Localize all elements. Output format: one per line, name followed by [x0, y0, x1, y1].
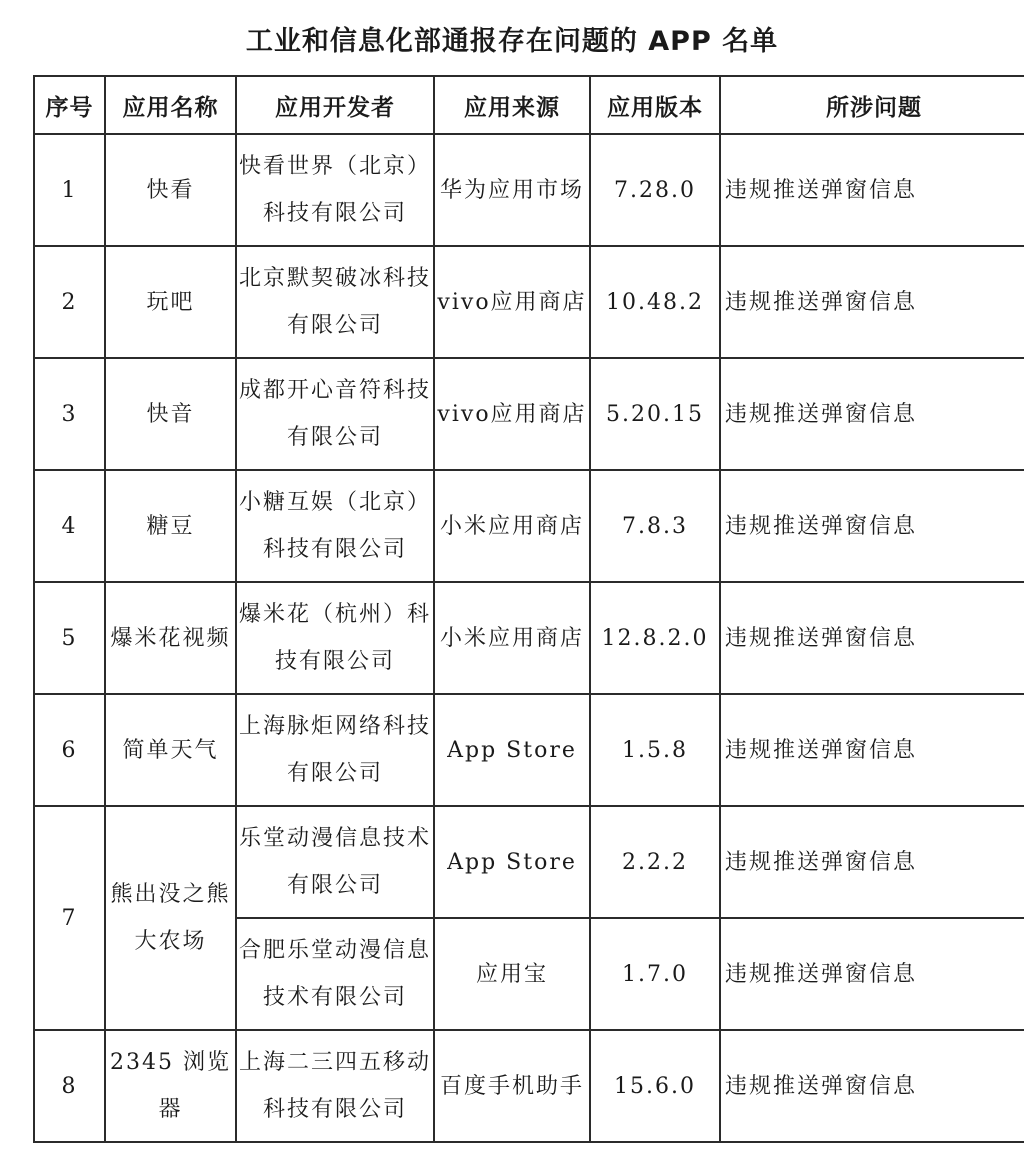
- cell-version: 1.7.0: [590, 918, 720, 1030]
- cell-seq: 8: [34, 1030, 105, 1142]
- cell-developer: 小糖互娱（北京）科技有限公司: [236, 470, 434, 582]
- cell-source: App Store: [434, 806, 590, 918]
- cell-seq: 3: [34, 358, 105, 470]
- table-row: [34, 1030, 1024, 1142]
- header-name: 应用名称: [105, 76, 236, 134]
- table-row: [34, 806, 1024, 918]
- cell-issue: 违规推送弹窗信息: [720, 918, 1024, 1030]
- cell-developer: 北京默契破冰科技有限公司: [236, 246, 434, 358]
- cell-version: 2.2.2: [590, 806, 720, 918]
- cell-app-name: 简单天气: [105, 694, 236, 806]
- cell-developer: 乐堂动漫信息技术有限公司: [236, 806, 434, 918]
- cell-developer: 快看世界（北京）科技有限公司: [236, 134, 434, 246]
- cell-issue: 违规推送弹窗信息: [720, 582, 1024, 694]
- cell-seq: 7: [34, 806, 105, 1030]
- cell-seq: 2: [34, 246, 105, 358]
- table-row: [34, 582, 1024, 694]
- cell-version: 7.28.0: [590, 134, 720, 246]
- cell-version: 1.5.8: [590, 694, 720, 806]
- cell-source: vivo应用商店: [434, 246, 590, 358]
- cell-app-name: 快音: [105, 358, 236, 470]
- cell-app-name: 爆米花视频: [105, 582, 236, 694]
- cell-issue: 违规推送弹窗信息: [720, 134, 1024, 246]
- cell-issue: 违规推送弹窗信息: [720, 358, 1024, 470]
- cell-seq: 4: [34, 470, 105, 582]
- cell-version: 7.8.3: [590, 470, 720, 582]
- cell-developer: 上海脉炬网络科技有限公司: [236, 694, 434, 806]
- cell-app-name: 熊出没之熊大农场: [105, 806, 236, 1030]
- table-row: [34, 358, 1024, 470]
- cell-issue: 违规推送弹窗信息: [720, 246, 1024, 358]
- cell-issue: 违规推送弹窗信息: [720, 806, 1024, 918]
- cell-source: App Store: [434, 694, 590, 806]
- cell-developer: 爆米花（杭州）科技有限公司: [236, 582, 434, 694]
- cell-issue: 违规推送弹窗信息: [720, 694, 1024, 806]
- cell-app-name: 玩吧: [105, 246, 236, 358]
- app-list-table: [33, 75, 1024, 1143]
- cell-source: 应用宝: [434, 918, 590, 1030]
- cell-source: 华为应用市场: [434, 134, 590, 246]
- cell-seq: 1: [34, 134, 105, 246]
- cell-app-name: 快看: [105, 134, 236, 246]
- cell-seq: 6: [34, 694, 105, 806]
- cell-source: 百度手机助手: [434, 1030, 590, 1142]
- cell-issue: 违规推送弹窗信息: [720, 1030, 1024, 1142]
- cell-source: 小米应用商店: [434, 470, 590, 582]
- cell-source: vivo应用商店: [434, 358, 590, 470]
- cell-app-name: 2345 浏览器: [105, 1030, 236, 1142]
- header-version: 应用版本: [590, 76, 720, 134]
- cell-source: 小米应用商店: [434, 582, 590, 694]
- cell-app-name: 糖豆: [105, 470, 236, 582]
- cell-developer: 上海二三四五移动科技有限公司: [236, 1030, 434, 1142]
- cell-developer: 合肥乐堂动漫信息技术有限公司: [236, 918, 434, 1030]
- header-developer: 应用开发者: [236, 76, 434, 134]
- table-row: [34, 134, 1024, 246]
- table-row: [34, 694, 1024, 806]
- cell-version: 5.20.15: [590, 358, 720, 470]
- table-row: [34, 246, 1024, 358]
- cell-seq: 5: [34, 582, 105, 694]
- table-row: [34, 470, 1024, 582]
- page-title: 工业和信息化部通报存在问题的 APP 名单: [245, 26, 779, 57]
- header-seq: 序号: [34, 76, 105, 134]
- cell-version: 10.48.2: [590, 246, 720, 358]
- cell-issue: 违规推送弹窗信息: [720, 470, 1024, 582]
- header-issue: 所涉问题: [720, 76, 1024, 134]
- header-source: 应用来源: [434, 76, 590, 134]
- cell-developer: 成都开心音符科技有限公司: [236, 358, 434, 470]
- cell-version: 15.6.0: [590, 1030, 720, 1142]
- cell-version: 12.8.2.0: [590, 582, 720, 694]
- table-header-row: [34, 76, 1024, 134]
